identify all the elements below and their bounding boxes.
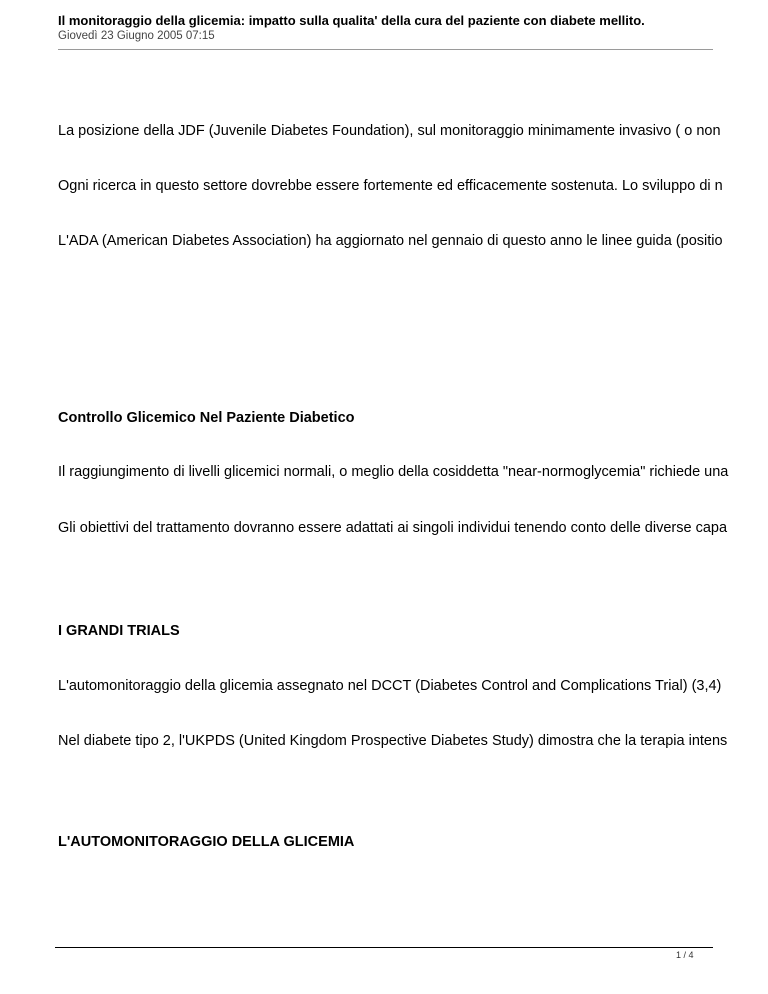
paragraph-ukpds: Nel diabete tipo 2, l'UKPDS (United Kingdom Prospective Diabetes Study) dimostra che la terapia intens <box>58 733 728 749</box>
page-number: 1 / 4 <box>676 950 694 960</box>
paragraph-ada: L'ADA (American Diabetes Association) ha aggiornato nel gennaio di questo anno le linee guida (positio <box>58 233 723 249</box>
section-heading-controllo-glicemico: Controllo Glicemico Nel Paziente Diabetico <box>58 410 355 426</box>
footer-divider <box>55 947 713 948</box>
paragraph-jdf: La posizione della JDF (Juvenile Diabetes Foundation), sul monitoraggio minimamente invasivo ( o non <box>58 123 721 139</box>
document-title: Il monitoraggio della glicemia: impatto sulla qualita' della cura del paziente con diabete mellito. <box>58 13 645 28</box>
paragraph-dcct: L'automonitoraggio della glicemia assegnato nel DCCT (Diabetes Control and Complications Trial) (3,4) <box>58 678 722 694</box>
page-header <box>58 13 713 50</box>
document-date: Giovedì 23 Giugno 2005 07:15 <box>58 30 215 42</box>
section-heading-automonitoraggio: L'AUTOMONITORAGGIO DELLA GLICEMIA <box>58 834 355 850</box>
section-heading-grandi-trials: I GRANDI TRIALS <box>58 623 180 639</box>
paragraph-ricerca: Ogni ricerca in questo settore dovrebbe essere fortemente ed efficacemente sostenuta. Lo sviluppo di n <box>58 178 723 194</box>
paragraph-obiettivi: Gli obiettivi del trattamento dovranno essere adattati ai singoli individui tenendo conto delle diverse capa <box>58 520 728 536</box>
paragraph-near-normoglycemia: Il raggiungimento di livelli glicemici normali, o meglio della cosiddetta "near-normoglycemia" richiede una <box>58 464 729 480</box>
